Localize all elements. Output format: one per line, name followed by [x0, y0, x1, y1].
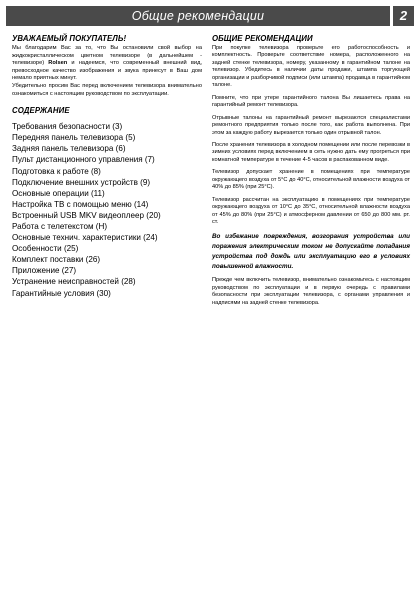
- paragraph-read-manual: Прежде чем включить телевизор, внимательно ознакомьтесь с настоящим руководством по эксплуатации и в первую очередь с правилами безопасности при эксплуатации телевизора, с органами управления и надписями на задней стенке телевизора.: [212, 277, 410, 306]
- toc-item: Настройка ТВ с помощью меню (14): [12, 199, 149, 209]
- toc-item: Подготовка к работе (8): [12, 166, 101, 176]
- greeting-text-end: и надеемся, что современный внешний вид, превосходное качество изображения и звука принесут в Ваш дом немало приятных минут.: [12, 60, 202, 82]
- page-number: 2: [393, 6, 414, 26]
- recommendations-heading: ОБЩИЕ РЕКОМЕНДАЦИИ: [212, 34, 313, 43]
- greeting-text-start: Мы благодарим Вас за то, что Вы остановили свой выбор на жидкокристаллическом цветном телевизоре (в дальнейшем - телевизоре): [12, 45, 202, 67]
- left-column: [12, 34, 202, 299]
- toc-item: Требования безопасности (3): [12, 122, 123, 132]
- paragraph-warranty-coupons: Отрывные талоны на гарантийный ремонт вырезаются специалистами ремонтного предприятия только после того, как работа выполнена. При этом за каждую работу вырезается только один отрывной талон.: [212, 114, 410, 136]
- toc-item: Особенности (25): [12, 244, 79, 254]
- toc-item: Задняя панель телевизора (6): [12, 144, 126, 154]
- page-title: Общие рекомендации: [6, 6, 390, 26]
- toc-item: Подключение внешних устройств (9): [12, 177, 151, 187]
- table-of-contents: [12, 121, 202, 299]
- greeting-request: Убедительно просим Вас перед включением телевизора внимательно ознакомиться с настоящим руководством по эксплуатации.: [12, 82, 202, 97]
- paragraph-operating-conditions: Телевизор рассчитан на эксплуатацию в помещениях при температуре окружающего воздуха от 10°С до 35°С, относительной влажности воздуха от 45% до 80% (при 25°С) и атмосферном давлении от 650 до 800 мм. рт. ст.: [212, 196, 410, 226]
- toc-item: Приложение (27): [12, 266, 77, 276]
- toc-item: Гарантийные условия (30): [12, 288, 111, 298]
- greeting-paragraph: [12, 45, 202, 83]
- paragraph-storage-conditions: Телевизор допускает хранение в помещениях при температуре окружающего воздуха от 5°С до 40°С, относительной влажности воздуха от 40% до 85% (при 25°С).: [212, 169, 410, 191]
- right-column: [212, 34, 410, 307]
- toc-item: Комплект поставки (26): [12, 255, 101, 265]
- toc-item: Встроенный USB MKV видеоплеер (20): [12, 210, 161, 220]
- page-header: [6, 6, 414, 26]
- toc-item: Передняя панель телевизора (5): [12, 133, 136, 143]
- toc-item: Пульт дистанционного управления (7): [12, 155, 155, 165]
- toc-item: Устранение неисправностей (28): [12, 277, 136, 287]
- toc-item: Работа с телетекстом (Н): [12, 222, 108, 231]
- greeting-heading: УВАЖАЕМЫЙ ПОКУПАТЕЛЬ!: [12, 34, 127, 43]
- brand-name: Rolsen: [48, 60, 68, 67]
- paragraph-cold-storage: После хранения телевизора в холодном помещении или после перевозки в зимних условиях перед включением в сеть нужно дать ему прогреться при комнатной температуре в течение 4-5 часов в распакованном виде.: [212, 141, 410, 163]
- toc-item: Основные технич. характеристики (24): [12, 233, 158, 243]
- paragraph-purchase-check: При покупке телевизора проверьте его работоспособность и комплектность. Проверьте соответствие номера, расположенного на задней стенке телевизора, номеру, указанному в гарантийном талоне на телевизор. Убедитесь в наличии даты продажи, штампа торгующей организации и разборчивой подписи (или штампа) продавца в гарантийном талоне.: [212, 45, 410, 89]
- toc-item: Основные операции (11): [12, 188, 105, 198]
- contents-heading: СОДЕРЖАНИЕ: [12, 106, 70, 116]
- paragraph-warranty-loss: Помните, что при утере гарантийного талона Вы лишаетесь права на гарантийный ремонт телевизора.: [212, 94, 410, 109]
- warning-moisture: Во избежание повреждения, возгорания устройства или поражения электрическим током не допускайте попадания устройства под дождь или эксплуатацию его в условиях повышенной влажности.: [212, 232, 410, 271]
